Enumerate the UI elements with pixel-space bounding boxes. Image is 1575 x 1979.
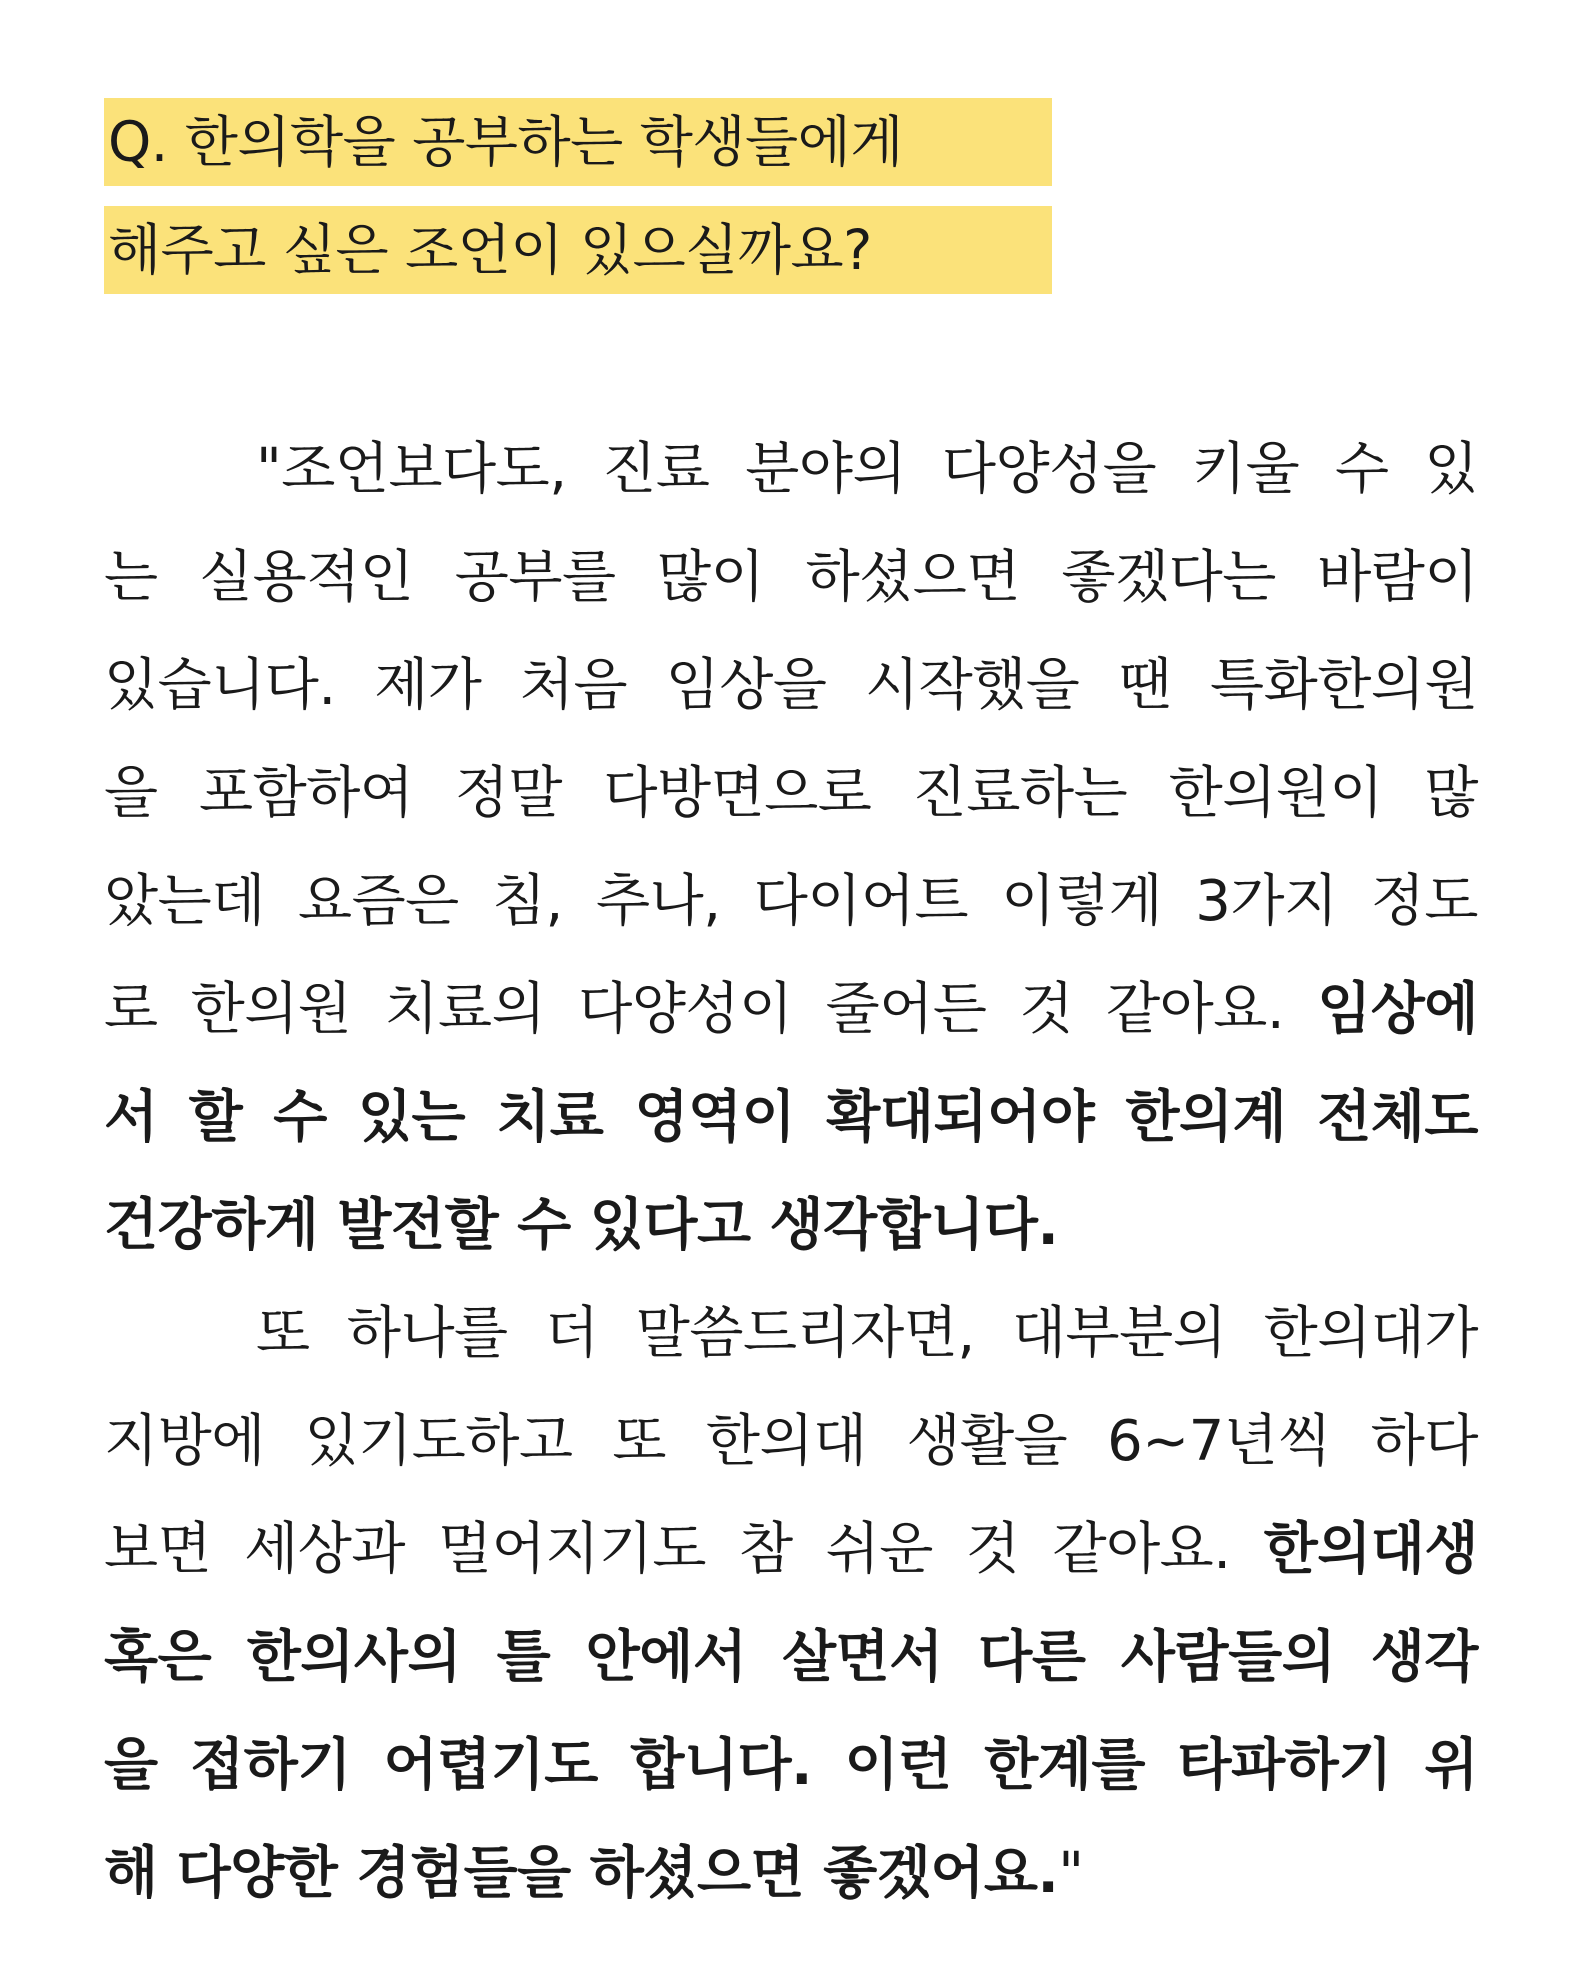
answer-line	[104, 1388, 1478, 1496]
answer-text: 았는데 요즘은 침, 추나, 다이어트 이렇게 3가지 정도	[104, 869, 1478, 934]
answer-line	[104, 524, 1478, 632]
answer-line	[104, 956, 1478, 1064]
answer-text: 있습니다. 제가 처음 임상을 시작했을 땐 특화한의원	[104, 653, 1478, 718]
answer-paragraphs	[104, 416, 1478, 1928]
answer-text: 보면 세상과 멀어지기도 참 쉬운 것 같아요.	[104, 1517, 1264, 1582]
answer-line	[104, 1820, 1478, 1928]
answer-line	[104, 1604, 1478, 1712]
answer-emphasis: 서 할 수 있는 치료 영역이 확대되어야 한의계 전체도	[104, 1085, 1478, 1150]
answer-line	[104, 632, 1478, 740]
question-line-2: 해주고 싶은 조언이 있으실까요?	[104, 206, 1052, 294]
answer-line	[104, 1712, 1478, 1820]
answer-text: 지방에 있기도하고 또 한의대 생활을 6~7년씩 하다	[104, 1409, 1478, 1474]
answer-line	[104, 1496, 1478, 1604]
question-line-1: Q. 한의학을 공부하는 학생들에게	[104, 98, 1052, 186]
answer-emphasis: 을 접하기 어렵기도 합니다. 이런 한계를 타파하기 위	[104, 1733, 1478, 1798]
answer-text: 또 하나를 더 말씀드리자면, 대부분의 한의대가	[256, 1301, 1478, 1366]
answer-line	[104, 416, 1478, 524]
answer-text: 는 실용적인 공부를 많이 하셨으면 좋겠다는 바람이	[104, 545, 1478, 610]
answer-line	[104, 1064, 1478, 1172]
question-heading	[104, 98, 1052, 294]
answer-text: 로 한의원 치료의 다양성이 줄어든 것 같아요.	[104, 977, 1318, 1042]
answer-text: 을 포함하여 정말 다방면으로 진료하는 한의원이 많	[104, 761, 1478, 826]
answer-text: "조언보다도, 진료 분야의 다양성을 키울 수 있	[256, 437, 1478, 502]
answer-line	[104, 740, 1478, 848]
answer-line	[104, 1280, 1478, 1388]
closing-quote: "	[1058, 1841, 1084, 1906]
answer-emphasis: 해 다양한 경험들을 하셨으면 좋겠어요.	[104, 1841, 1059, 1906]
answer-line	[104, 848, 1478, 956]
answer-emphasis: 임상에	[1317, 977, 1478, 1042]
answer-emphasis: 혹은 한의사의 틀 안에서 살면서 다른 사람들의 생각	[104, 1625, 1478, 1690]
answer-emphasis: 한의대생	[1263, 1517, 1478, 1582]
answer-emphasis: 건강하게 발전할 수 있다고 생각합니다.	[104, 1193, 1059, 1258]
answer-line	[104, 1172, 1478, 1280]
